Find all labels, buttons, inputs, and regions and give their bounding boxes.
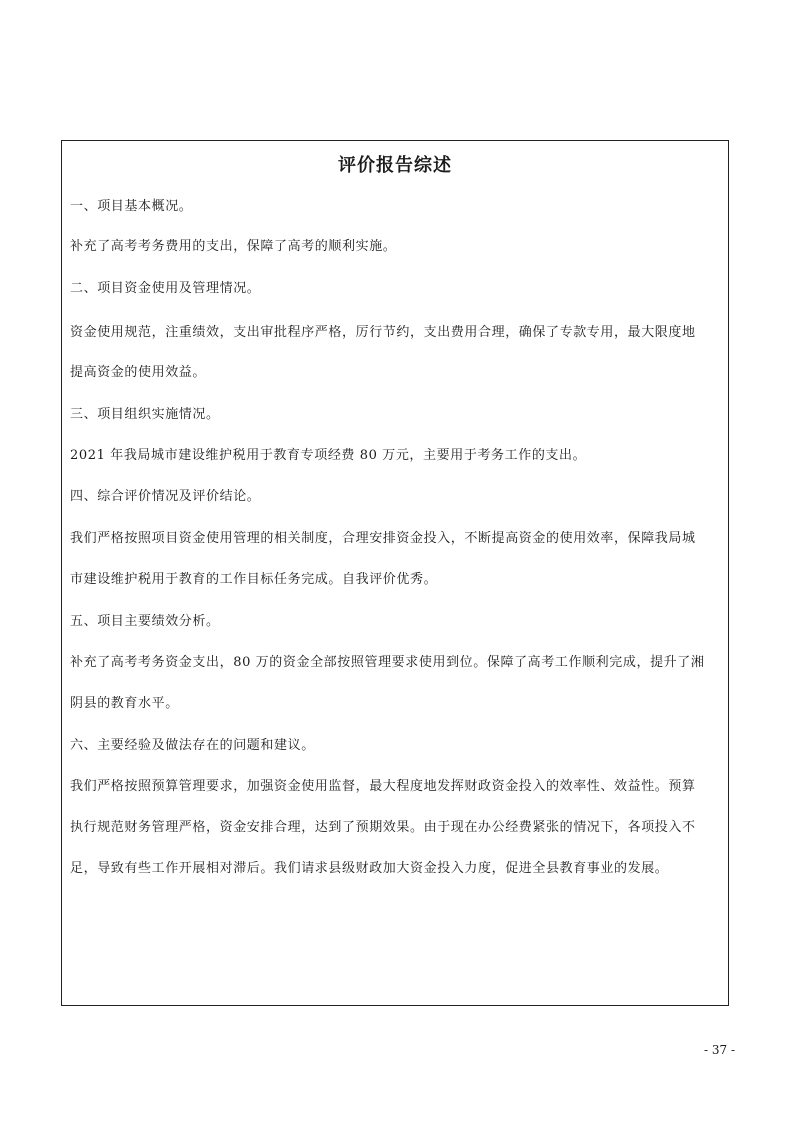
paragraph-line: 足，导致有些工作开展相对滞后。我们请求县级财政加大资金投入力度，促进全县教育事业的发展。 (70, 861, 669, 876)
page-number: - 37 - (703, 1043, 735, 1057)
section-heading-5: 五、项目主要绩效分析。 (70, 614, 220, 629)
paragraph-line: 市建设维护税用于教育的工作目标任务完成。自我评价优秀。 (70, 572, 438, 587)
paragraph-line: 2021 年我局城市建设维护税用于教育专项经费 80 万元，主要用于考务工作的支出。 (70, 448, 587, 463)
section-heading-1: 一、项目基本概况。 (70, 199, 193, 214)
report-frame (61, 140, 729, 1006)
report-title: 评价报告综述 (338, 155, 452, 176)
paragraph-line: 我们严格按照项目资金使用管理的相关制度，合理安排资金投入，不断提高资金的使用效率，保障我局城 (70, 531, 696, 546)
paragraph-line: 我们严格按照预算管理要求，加强资金使用监督，最大程度地发挥财政资金投入的效率性、效益性。预算 (70, 779, 696, 794)
section-heading-2: 二、项目资金使用及管理情况。 (70, 281, 261, 296)
paragraph-line: 补充了高考考务资金支出，80 万的资金全部按照管理要求使用到位。保障了高考工作顺利完成，提升了湘 (70, 655, 705, 670)
section-heading-3: 三、项目组织实施情况。 (70, 407, 220, 422)
paragraph-line: 阴县的教育水平。 (70, 696, 179, 711)
paragraph-line: 补充了高考考务费用的支出，保障了高考的顺利实施。 (70, 239, 397, 254)
paragraph-line: 提高资金的使用效益。 (70, 365, 207, 380)
paragraph-line: 执行规范财务管理严格，资金安排合理，达到了预期效果。由于现在办公经费紧张的情况下，各项投入不 (70, 820, 696, 835)
section-heading-6: 六、主要经验及做法存在的问题和建议。 (70, 738, 315, 753)
section-heading-4: 四、综合评价情况及评价结论。 (70, 489, 261, 504)
paragraph-line: 资金使用规范，注重绩效，支出审批程序严格，厉行节约，支出费用合理，确保了专款专用，最大限度地 (70, 325, 696, 340)
